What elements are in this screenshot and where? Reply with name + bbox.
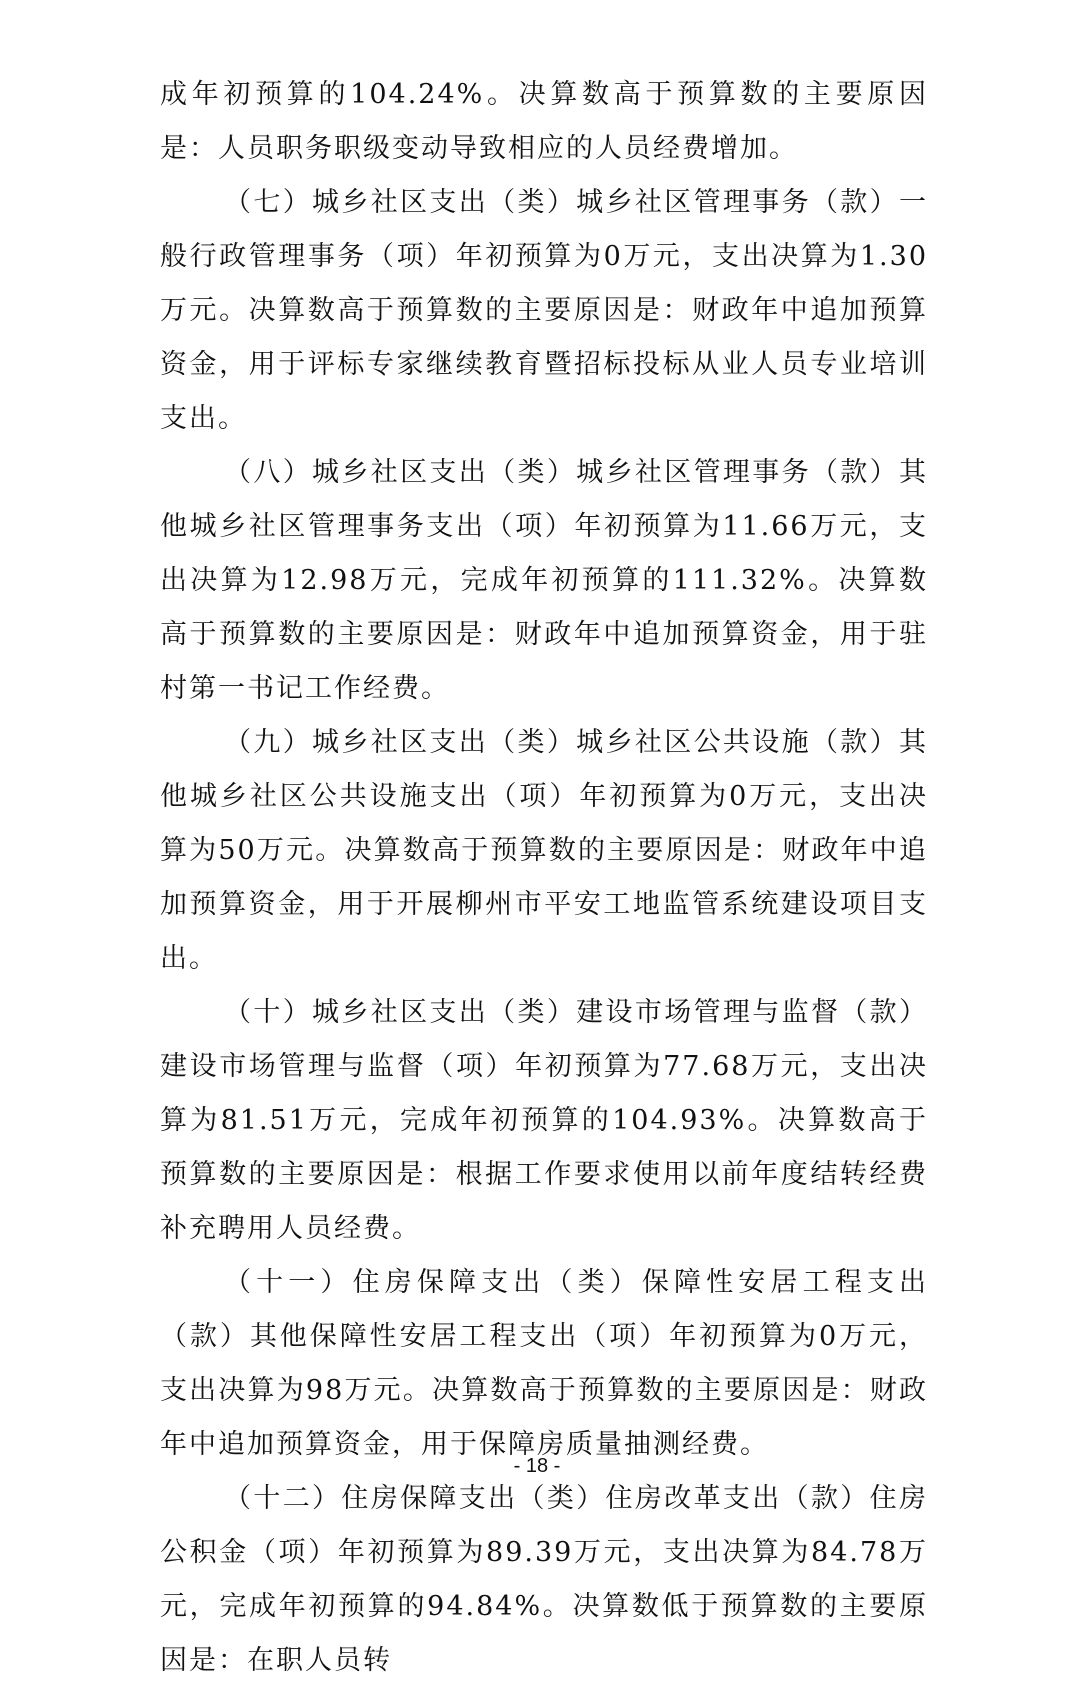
paragraph-item-11: （十一）住房保障支出（类）保障性安居工程支出（款）其他保障性安居工程支出（项）年初预算为0万元，支出决算为98万元。决算数高于预算数的主要原因是：财政年中追加预算资金，用于保障房质量抽测经费。 bbox=[160, 1267, 928, 1460]
paragraph-item-10: （十）城乡社区支出（类）建设市场管理与监督（款）建设市场管理与监督（项）年初预算为77.68万元，支出决算为81.51万元，完成年初预算的104.93%。决算数高于预算数的主要原因是：根据工作要求使用以前年度结转经费补充聘用人员经费。 bbox=[160, 997, 928, 1244]
paragraph-item-9: （九）城乡社区支出（类）城乡社区公共设施（款）其他城乡社区公共设施支出（项）年初预算为0万元，支出决算为50万元。决算数高于预算数的主要原因是：财政年中追加预算资金，用于开展柳州市平安工地监管系统建设项目支出。 bbox=[160, 727, 928, 974]
paragraph-item-7: （七）城乡社区支出（类）城乡社区管理事务（款）一般行政管理事务（项）年初预算为0万元，支出决算为1.30万元。决算数高于预算数的主要原因是：财政年中追加预算资金，用于评标专家继续教育暨招标投标从业人员专业培训支出。 bbox=[160, 187, 928, 434]
body-text bbox=[160, 68, 928, 1688]
paragraph-item-12: （十二）住房保障支出（类）住房改革支出（款）住房公积金（项）年初预算为89.39万元，支出决算为84.78万元，完成年初预算的94.84%。决算数低于预算数的主要原因是：在职人员转 bbox=[160, 1483, 928, 1676]
paragraph-continuation: 成年初预算的104.24%。决算数高于预算数的主要原因是：人员职务职级变动导致相应的人员经费增加。 bbox=[160, 79, 928, 164]
paragraph-item-8: （八）城乡社区支出（类）城乡社区管理事务（款）其他城乡社区管理事务支出（项）年初预算为11.66万元，支出决算为12.98万元，完成年初预算的111.32%。决算数高于预算数的主要原因是：财政年中追加预算资金，用于驻村第一书记工作经费。 bbox=[160, 457, 928, 704]
page-number: - 18 - bbox=[513, 1455, 561, 1477]
